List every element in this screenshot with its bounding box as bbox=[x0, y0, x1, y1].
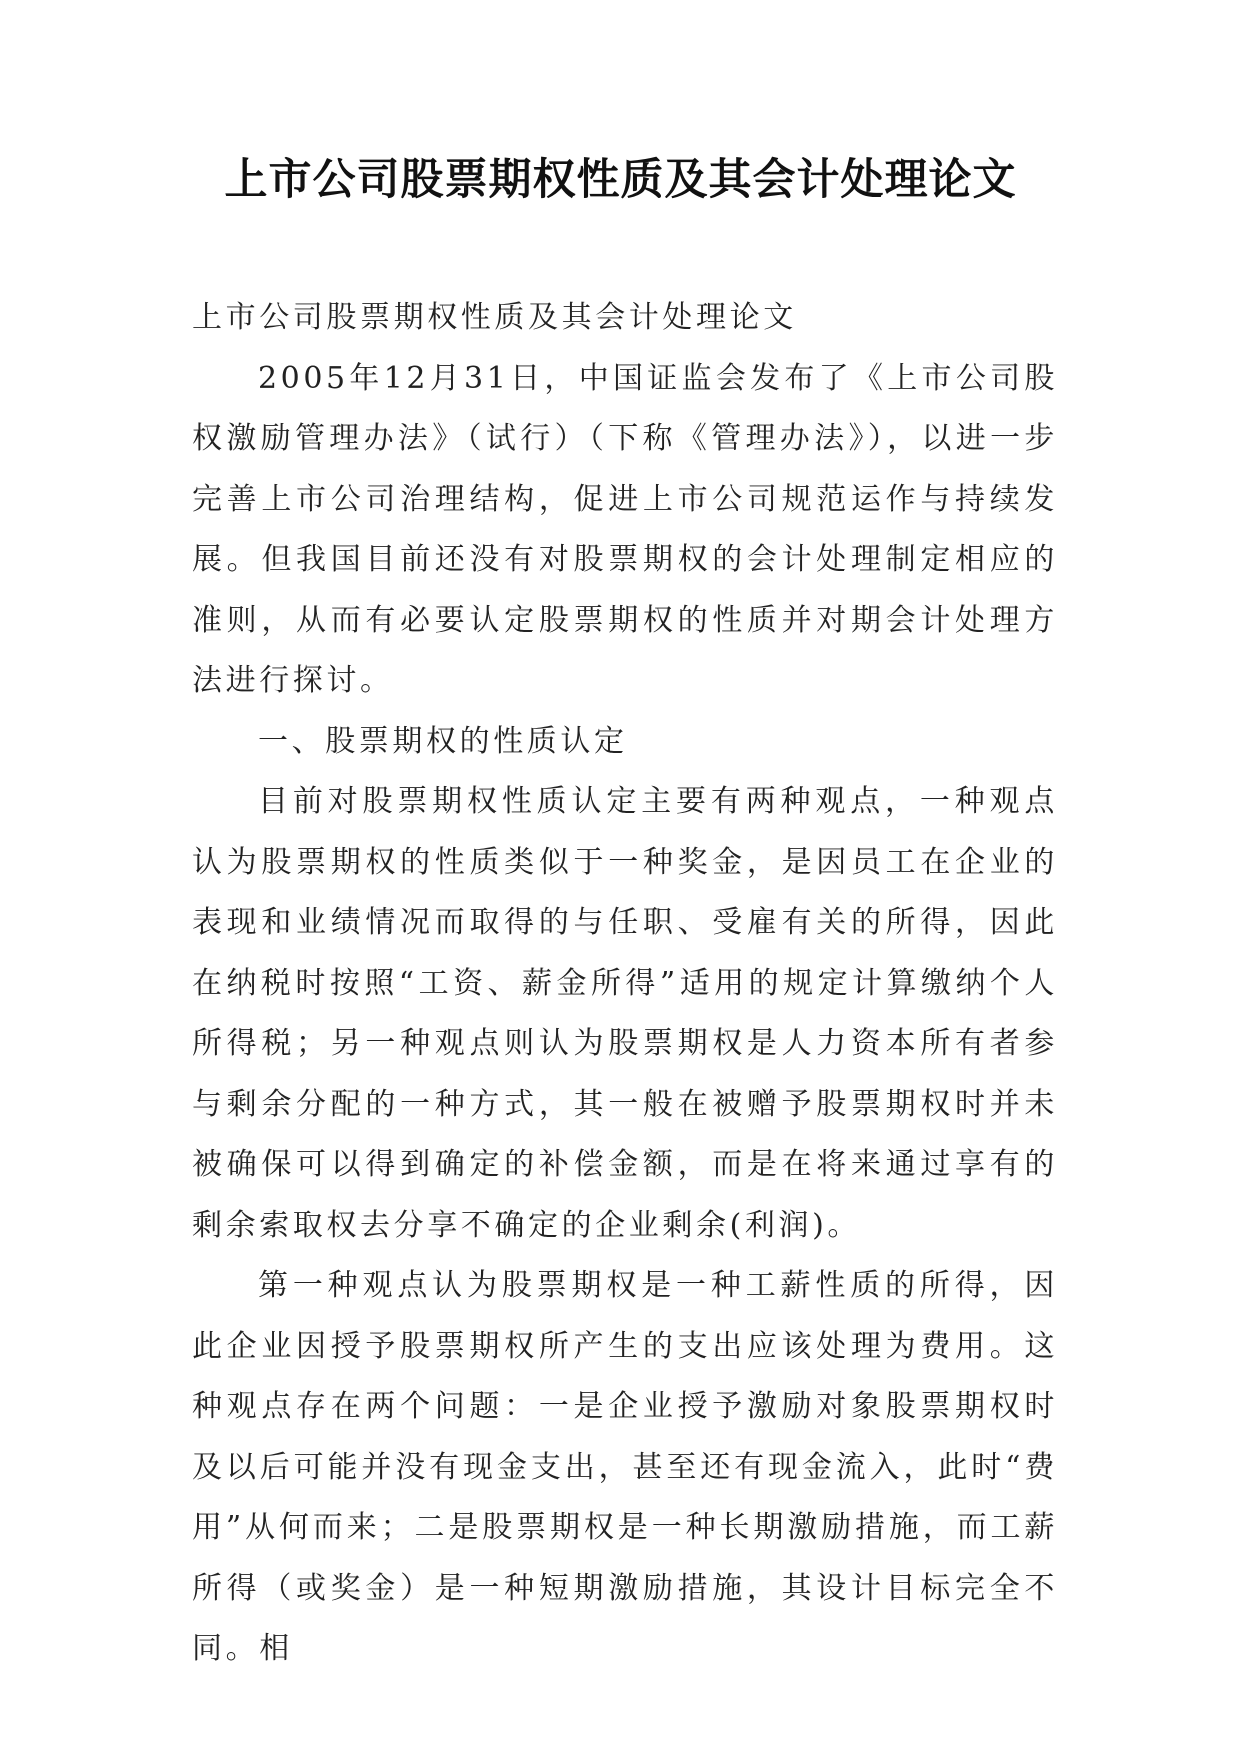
section-heading: 一、股票期权的性质认定 bbox=[258, 723, 628, 759]
body-paragraph: 第一种观点认为股票期权是一种工薪性质的所得，因此企业因授予股票期权所产生的支出应该处理为费用。这种观点存在两个问题：一是企业授予激励对象股票期权时及以后可能并没有现金支出，甚至还有现金流入，此时“费用”从何而来；二是股票期权是一种长期激励措施，而工薪所得（或奖金）是一种短期激励措施，其设计目标完全不同。相 bbox=[192, 1268, 1058, 1666]
intro-paragraph: 2005年12月31日，中国证监会发布了《上市公司股权激励管理办法》（试行）（下称《管理办法》），以进一步完善上市公司治理结构，促进上市公司规范运作与持续发展。但我国目前还没有对股票期权的会计处理制定相应的准则，从而有必要认定股票期权的性质并对期会计处理方法进行探讨。 bbox=[192, 360, 1058, 698]
document-body bbox=[192, 288, 1058, 1680]
body-paragraph: 目前对股票期权性质认定主要有两种观点，一种观点认为股票期权的性质类似于一种奖金，是因员工在企业的表现和业绩情况而取得的与任职、受雇有关的所得，因此在纳税时按照“工资、薪金所得”适用的规定计算缴纳个人所得税；另一种观点则认为股票期权是人力资本所有者参与剩余分配的一种方式，其一般在被赠予股票期权时并未被确保可以得到确定的补偿金额，而是在将来通过享有的剩余索取权去分享不确定的企业剩余(利润)。 bbox=[192, 784, 1058, 1243]
document-title: 上市公司股票期权性质及其会计处理论文 bbox=[224, 155, 1017, 205]
subtitle-paragraph: 上市公司股票期权性质及其会计处理论文 bbox=[192, 300, 797, 335]
